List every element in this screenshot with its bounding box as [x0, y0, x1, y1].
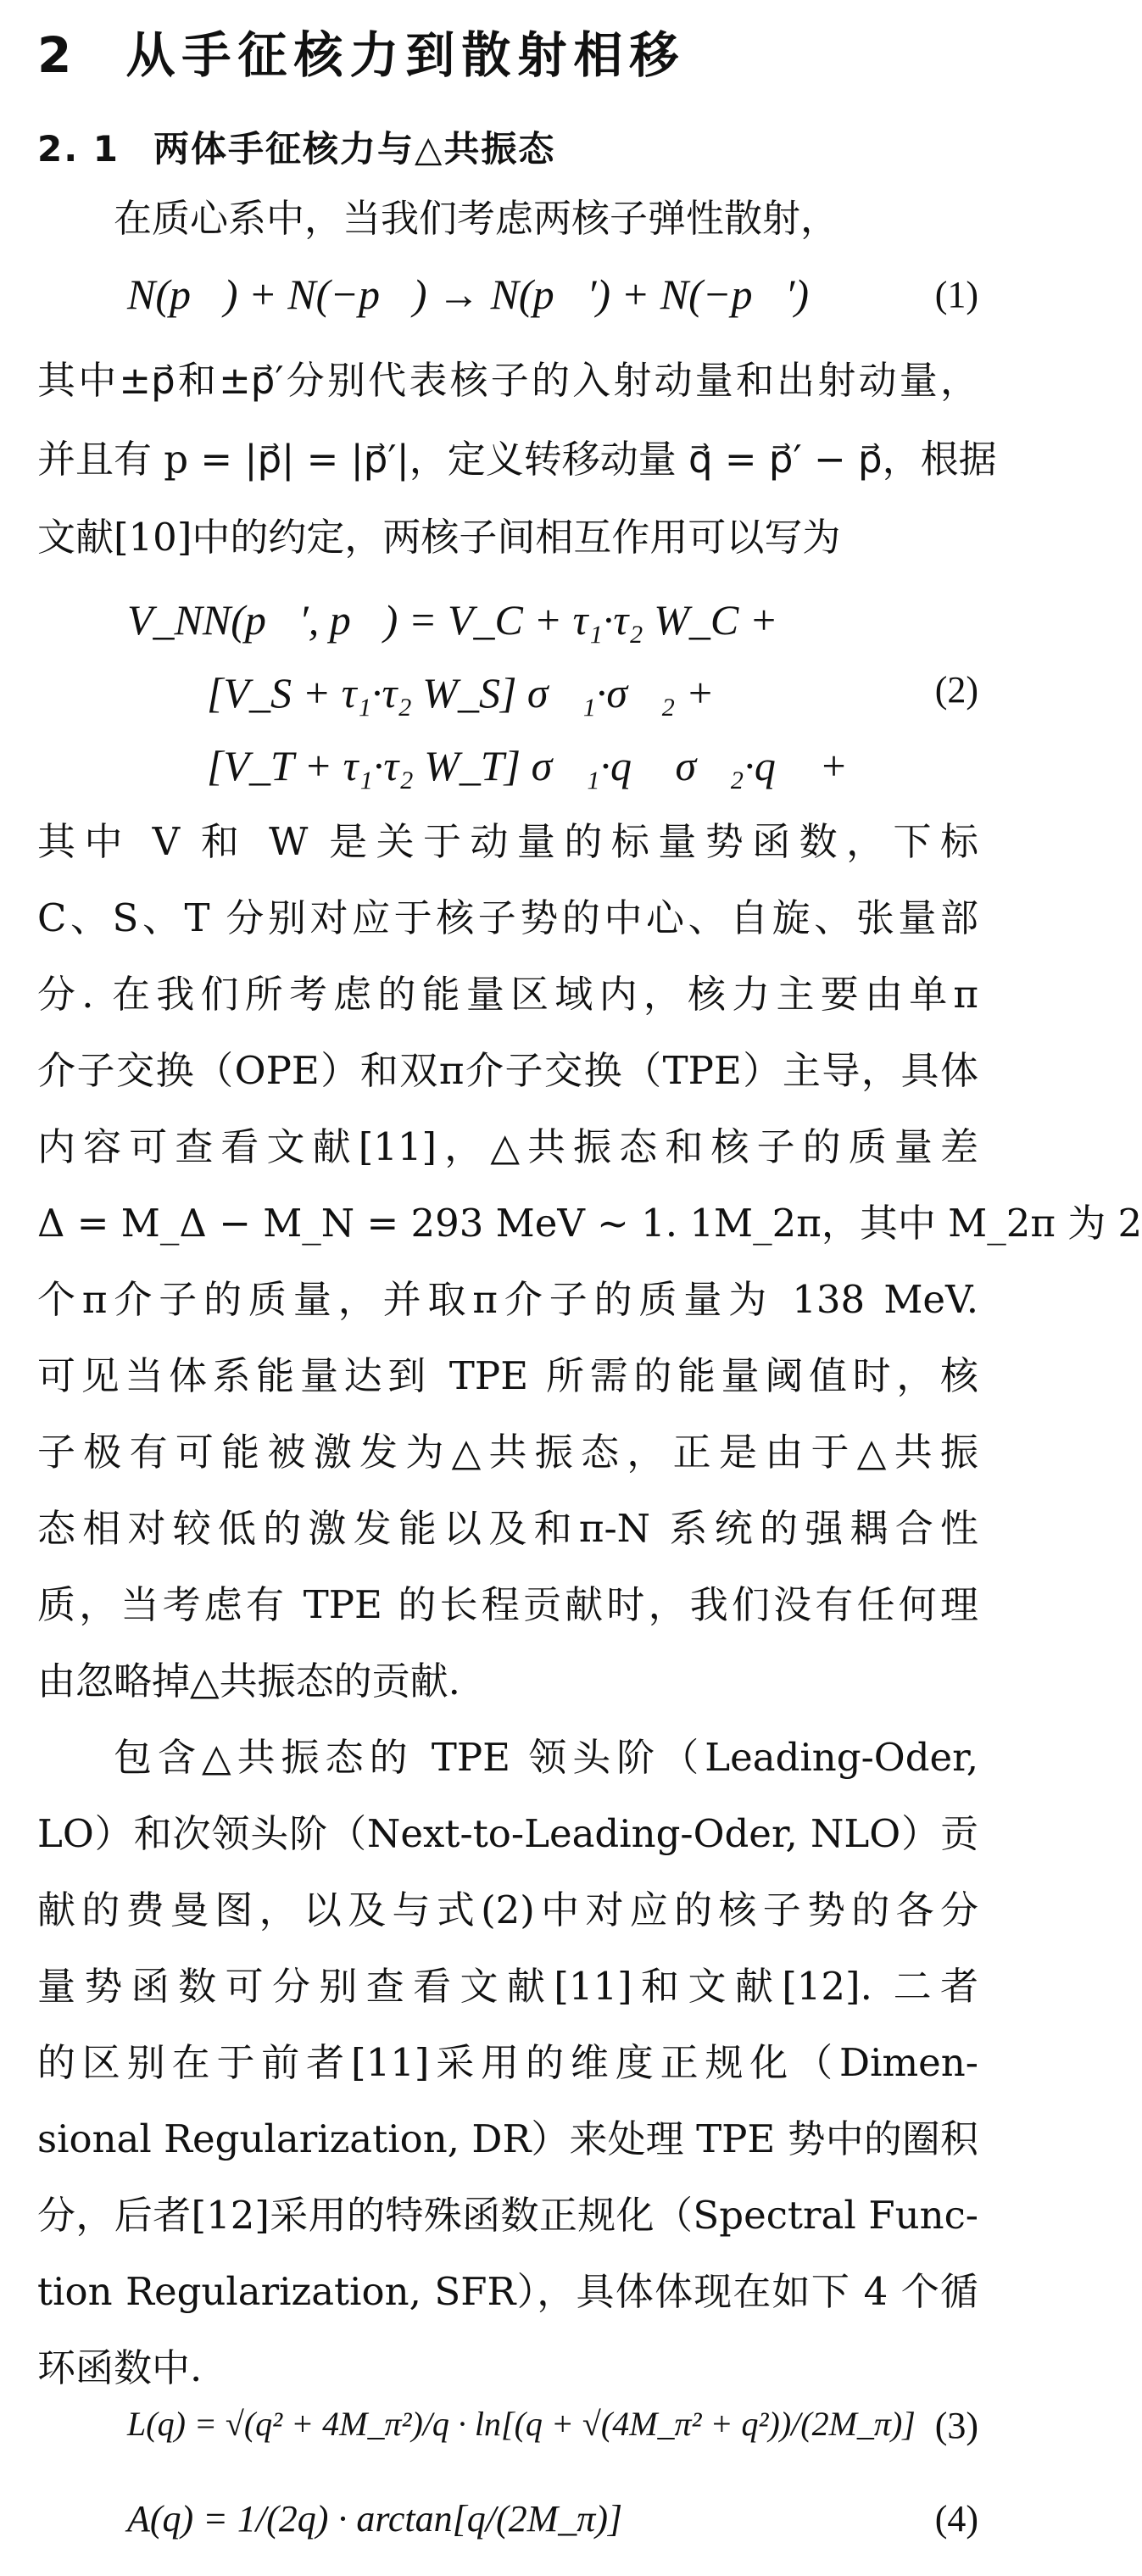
- equation-3-label: (3): [934, 2405, 978, 2446]
- paragraph-line: 的区别在于前者[11]采用的维度正规化（Dimen-: [37, 2040, 978, 2085]
- paragraph-line: 并且有 p = |p⃗| = |p⃗′|，定义转移动量 q⃗ = p⃗′ − p⃗，根据: [37, 437, 997, 482]
- paragraph-line: 环函数中.: [37, 2345, 203, 2390]
- paragraph-line: sional Regularization, DR）来处理 TPE 势中的圈积: [37, 2116, 978, 2161]
- paragraph-line: 内容可查看文献[11]，△共振态和核子的质量差: [37, 1124, 978, 1169]
- paragraph-line: 在质心系中，当我们考虑两核子弹性散射，: [114, 196, 839, 241]
- paragraph-line: 文献[10]中的约定，两核子间相互作用可以写为: [37, 515, 841, 560]
- paragraph-line: 可见当体系能量达到 TPE 所需的能量阈值时，核: [37, 1353, 978, 1398]
- paragraph-line: C、S、T 分别对应于核子势的中心、自旋、张量部: [37, 895, 978, 940]
- paragraph-line: 介子交换（OPE）和双π介子交换（TPE）主导，具体: [37, 1048, 978, 1093]
- equation-2-label: (2): [934, 669, 978, 711]
- section-title: 从手征核力到散射相移: [125, 26, 686, 84]
- paragraph-line: 质，当考虑有 TPE 的长程贡献时，我们没有任何理: [37, 1582, 978, 1627]
- paragraph-line: 分. 在我们所考虑的能量区域内，核力主要由单π: [37, 972, 978, 1017]
- paragraph-line: 个π介子的质量，并取π介子的质量为 138 MeV.: [37, 1277, 978, 1322]
- paragraph-line: 量势函数可分别查看文献[11]和文献[12]. 二者: [37, 1964, 978, 2009]
- paragraph-line: Δ = M_Δ − M_N = 293 MeV ~ 1. 1M_2π，其中 M_2π 为 2: [37, 1201, 1142, 1246]
- paragraph-line: 子极有可能被激发为△共振态，正是由于△共振: [37, 1430, 978, 1475]
- paragraph-line: 其中±p⃗和±p⃗′分别代表核子的入射动量和出射动量，: [37, 358, 978, 403]
- subsection-number: 2. 1: [37, 128, 120, 170]
- subsection-title: 两体手征核力与△共振态: [153, 128, 556, 170]
- equation-2-line-3: [V_T + τ₁·τ₂ W_T] σ⃗₁·q⃗ σ⃗₂·q⃗ + ⋯: [207, 742, 892, 789]
- paragraph-line: 分，后者[12]采用的特殊函数正规化（Spectral Func-: [37, 2193, 978, 2238]
- equation-2-line-1: V_NN(p⃗′, p⃗) = V_C + τ₁·τ₂ W_C +: [127, 596, 778, 644]
- section-heading: [37, 15, 685, 86]
- equation-4: A(q) = 1/(2q) · arctan[q/(2M_π)]: [127, 2498, 623, 2540]
- equation-1-label: (1): [934, 274, 978, 315]
- section-number: 2: [37, 26, 79, 84]
- paragraph-line: 包含△共振态的 TPE 领头阶（Leading-Oder,: [114, 1735, 978, 1780]
- equation-1: N(p⃗) + N(−p⃗) → N(p⃗′) + N(−p⃗′): [127, 270, 810, 318]
- equation-4-label: (4): [934, 2498, 978, 2540]
- paragraph-line: 态相对较低的激发能以及和π-N 系统的强耦合性: [37, 1506, 978, 1551]
- subsection-heading: [37, 121, 555, 172]
- paragraph-line: 献的费曼图，以及与式(2)中对应的核子势的各分: [37, 1887, 978, 1932]
- paragraph-line: 其中 V 和 W 是关于动量的标量势函数，下标: [37, 819, 978, 864]
- paragraph-line: LO）和次领头阶（Next-to-Leading-Oder, NLO）贡: [37, 1811, 978, 1856]
- equation-2-line-2: [V_S + τ₁·τ₂ W_S] σ⃗₁·σ⃗₂ +: [207, 669, 715, 716]
- equation-3: L(q) = √(q² + 4M_π²)/q · ln[(q + √(4M_π² + q²))/(2M_π)]: [127, 2405, 916, 2443]
- paragraph-line: tion Regularization, SFR），具体体现在如下 4 个循: [37, 2269, 978, 2314]
- paragraph-line: 由忽略掉△共振态的贡献.: [37, 1659, 460, 1703]
